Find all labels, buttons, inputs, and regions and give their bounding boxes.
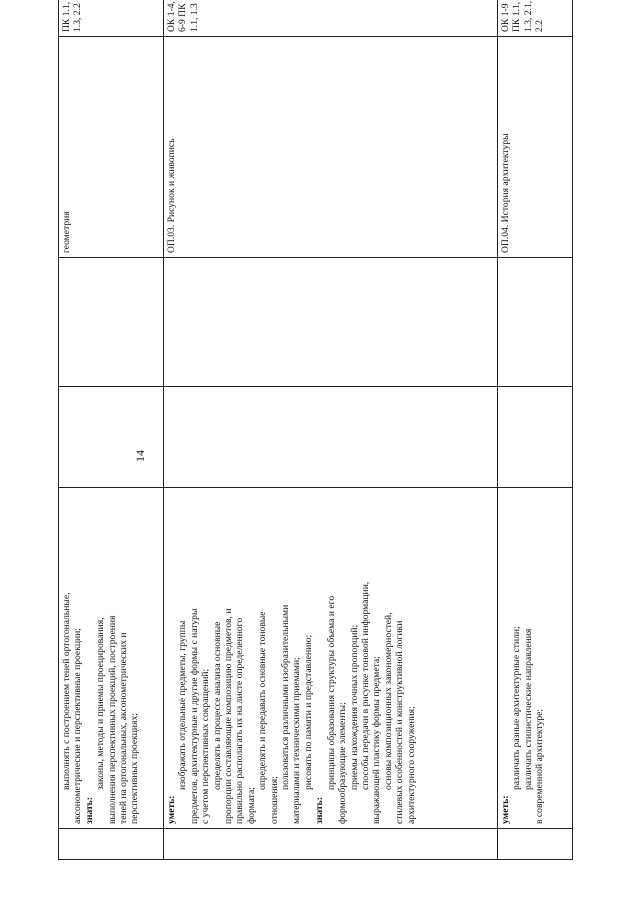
content-line: выражающей пластику формы предмета; [371, 656, 383, 824]
hours-max-cell [498, 387, 573, 488]
content-line: аксонометрические и перспективные проекции; [72, 628, 84, 824]
table-row [164, 0, 498, 860]
index-cell [59, 829, 164, 860]
content-line: отношения; [268, 776, 280, 824]
discipline-cell: ОП.03. Рисунок и живопись [164, 37, 498, 258]
content-line: определять в процессе анализа основные [211, 621, 223, 790]
competency-table-rotated [58, 0, 572, 860]
content-line: архитектурного сооружения; [405, 706, 417, 824]
competency-table [58, 0, 573, 860]
hours-max-cell [59, 387, 164, 488]
table-row [498, 0, 573, 860]
content-line: формообразующие элементы; [337, 702, 349, 824]
content-cell [59, 488, 164, 829]
content-line: приемы нахождения точных пропорций; [348, 624, 360, 790]
content-line: изображать отдельные предметы, группы [177, 620, 189, 790]
hours-cell [59, 258, 164, 387]
section-heading: знать: [314, 797, 326, 824]
content-line: материалами и техническими приемами; [291, 657, 303, 824]
content-line: теней на ортогональных, аксонометрических и [118, 632, 130, 824]
content-line: основы композиционных закономерностей, [382, 612, 394, 790]
content-line: предметов, архитектурные и другие формы с натуры [188, 608, 200, 824]
content-line: в современной архитектуре; [534, 708, 546, 824]
content-line: выполнять с построением теней ортогональные, [61, 592, 72, 790]
section-heading: знать: [83, 797, 95, 824]
content-line: различать стилистические направления [522, 628, 534, 790]
content-line: пользоваться различными изобразительными [280, 604, 292, 790]
content-line: формата; [245, 787, 257, 824]
hours-cell [164, 258, 498, 387]
section-heading: уметь: [166, 795, 177, 824]
content-line: различать разные архитектурные стили; [511, 626, 523, 790]
competencies-cell: ОК 1-9 ПК 1.1, 1.3, 2.1, 2.2 [498, 0, 573, 37]
content-line: с учетом перспективных сокращений; [200, 668, 212, 824]
index-cell [498, 829, 573, 860]
page-number: 14 [133, 450, 147, 462]
content-cell [498, 488, 573, 829]
content-line: пропорции составляющие композицию предметов, и [223, 608, 235, 824]
content-line: принципы образования структуры объема и его [325, 595, 337, 790]
content-line: способы передачи в рисунке тоновой информации, [359, 581, 371, 790]
hours-cell [498, 258, 573, 387]
footer-label [0, 668, 2, 808]
content-line: правильно располагать их на листе определенного [234, 617, 246, 824]
content-line: законы, методы и приемы проецирования, [95, 617, 107, 790]
table-row [59, 0, 164, 860]
content-line: рисовать по памяти и представлению; [302, 634, 314, 790]
content-cell [164, 488, 498, 829]
competencies-cell: ОК 1-4, 6-9 ПК 1.1, 1.3 [164, 0, 498, 37]
index-cell [164, 829, 498, 860]
content-line: выполнения перспективных проекций, построения [106, 615, 118, 824]
discipline-cell: геометрия [59, 37, 164, 258]
hours-max-cell [164, 387, 498, 488]
competencies-cell: ПК 1.1, 1.3, 2.2 [59, 0, 164, 37]
content-line: перспективных проекциях; [129, 713, 141, 824]
discipline-cell: ОП.04. История архитектуры [498, 37, 573, 258]
content-line: определять и передавать основные тоновые [257, 611, 269, 790]
section-heading: уметь: [500, 795, 511, 824]
content-line: стилевых особенностей и конструктивной логики [394, 620, 406, 824]
